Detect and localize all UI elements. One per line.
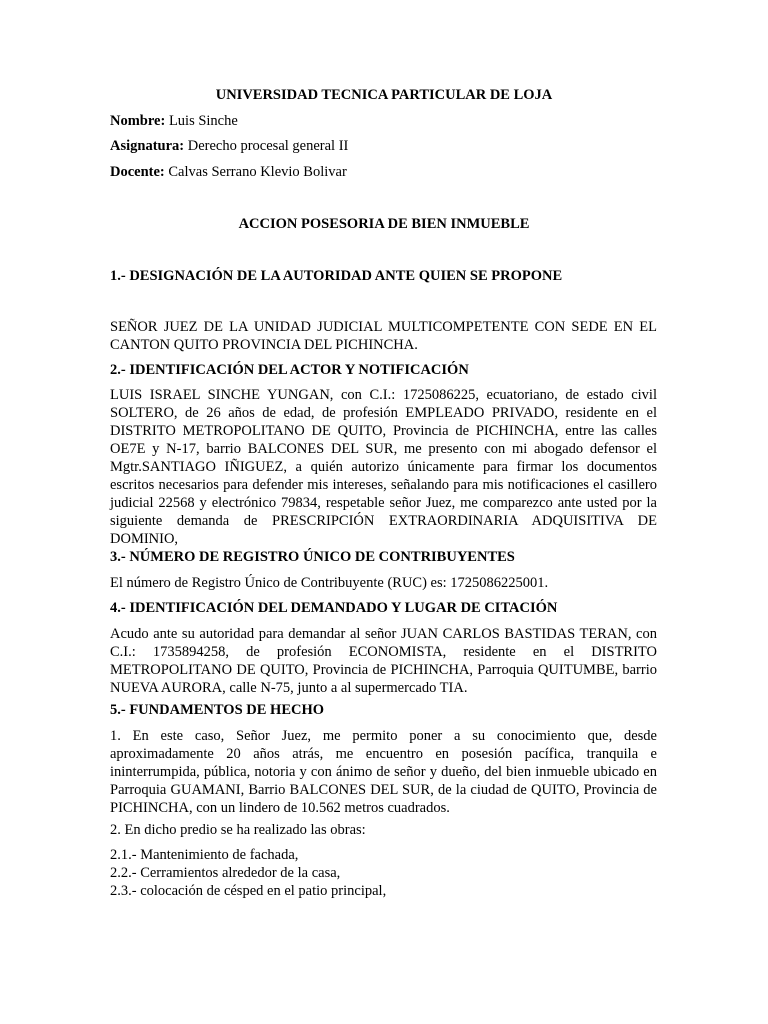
section-2-paragraph: LUIS ISRAEL SINCHE YUNGAN, con C.I.: 1725086225, ecuatoriano, de estado civil SOLTERO, de 26 años de edad, de profesión EMPLEADO PRIVADO, residente en el DISTRITO METROPOLITANO DE QUITO, Provincia de PICHINCHA, entre las calles OE7E y N-17, barrio BALCONES DEL SUR, me presento con mi abogado defensor el Mgtr.SANTIAGO IÑIGUEZ, a quién autorizo únicamente para firmar los documentos escritos necesarios para defender mis intereses, señalando para mis notificaciones el casillero judicial 22568 y electrónico 79834, respetable señor Juez, me comparezco ante usted por la siguiente demanda de PRESCRIPCIÓN EXTRAORDINARIA ADQUISITIVA DE DOMINIO, [110, 387, 657, 547]
section-4-heading: 4.- IDENTIFICACIÓN DEL DEMANDADO Y LUGAR DE CITACIÓN [110, 600, 558, 616]
section-1-text [110, 318, 657, 354]
section-3-text: El número de Registro Único de Contribuyente (RUC) es: 1725086225001. [110, 575, 549, 591]
asignatura-label: Asignatura: [110, 138, 185, 154]
works-list [110, 846, 386, 900]
docente-line [110, 163, 347, 181]
section-2-heading: 2.- IDENTIFICACIÓN DEL ACTOR Y NOTIFICACIÓN [110, 362, 469, 378]
university-title: UNIVERSIDAD TECNICA PARTICULAR DE LOJA [215, 87, 553, 103]
list-item: 2.1.- Mantenimiento de fachada, [110, 847, 299, 863]
nombre-line [110, 112, 238, 130]
section-5-paragraph-1 [110, 727, 657, 817]
section-5-paragraph-2: 2. En dicho predio se ha realizado las obras: [110, 822, 366, 838]
section-5-heading: 5.- FUNDAMENTOS DE HECHO [110, 702, 325, 718]
docente-value: Calvas Serrano Klevio Bolivar [168, 164, 347, 180]
nombre-label: Nombre: [110, 113, 166, 129]
nombre-value: Luis Sinche [168, 113, 238, 129]
section-4-text [110, 625, 657, 697]
list-item: 2.3.- colocación de césped en el patio principal, [110, 883, 387, 899]
section-3-heading: 3.- NÚMERO DE REGISTRO ÚNICO DE CONTRIBUYENTES [110, 549, 515, 565]
list-item: 2.2.- Cerramientos alrededor de la casa, [110, 865, 341, 881]
document-title: ACCION POSESORIA DE BIEN INMUEBLE [238, 216, 530, 232]
section-5-paragraph-1-text: 1. En este caso, Señor Juez, me permito poner a su conocimiento que, desde aproximadamente 20 años atrás, me encuentro en posesión pacífica, tranquila e ininterrumpida, pública, notoria y con ánimo de señor y dueño, del bien inmueble ubicado en Parroquia GUAMANI, Barrio BALCONES DEL SUR, de la ciudad de QUITO, Provincia de PICHINCHA, con un lindero de 10.562 metros cuadrados. [110, 728, 657, 816]
section-2-text [110, 386, 657, 548]
section-1-heading: 1.- DESIGNACIÓN DE LA AUTORIDAD ANTE QUIEN SE PROPONE [110, 268, 563, 284]
asignatura-line [110, 137, 348, 155]
docente-label: Docente: [110, 164, 165, 180]
asignatura-value: Derecho procesal general II [187, 138, 349, 154]
section-4-paragraph: Acudo ante su autoridad para demandar al señor JUAN CARLOS BASTIDAS TERAN, con C.I.: 1735894258, de profesión ECONOMISTA, residente en el DISTRITO METROPOLITANO DE QUITO, Provincia de PICHINCHA, Parroquia QUITUMBE, barrio NUEVA AURORA, calle N-75, junto a al supermercado TIA. [110, 626, 657, 696]
section-1-paragraph: SEÑOR JUEZ DE LA UNIDAD JUDICIAL MULTICOMPETENTE CON SEDE EN EL CANTON QUITO PROVINCIA DEL PICHINCHA. [110, 319, 657, 353]
